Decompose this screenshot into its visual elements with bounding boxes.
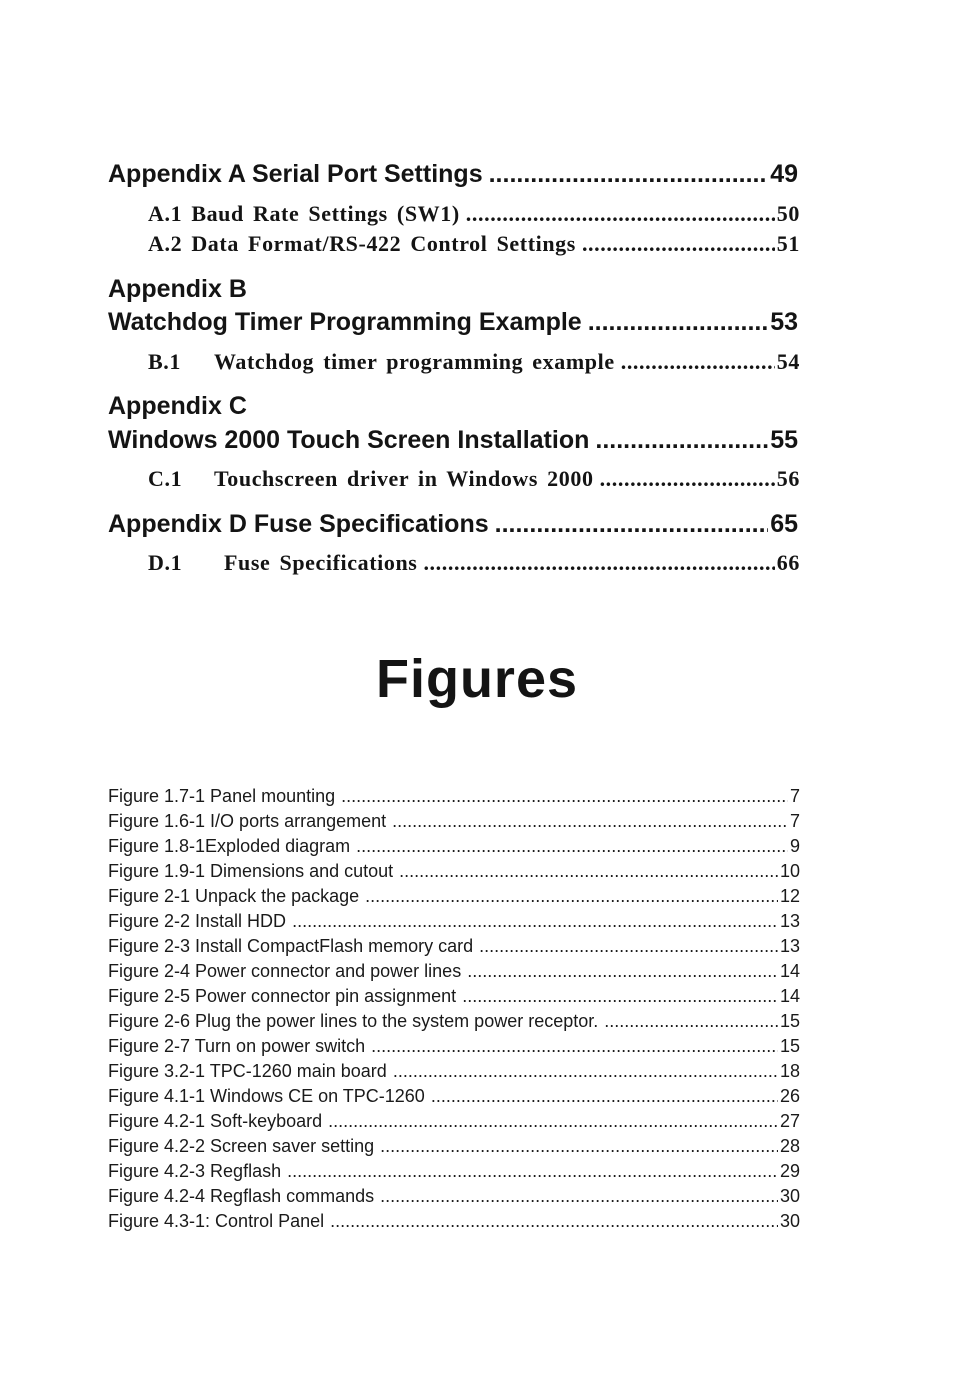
leader-dots <box>588 308 768 337</box>
leader-dots <box>582 231 775 257</box>
figure-page: 13 <box>779 936 800 956</box>
figure-title: Figure 2-5 Power connector pin assignment <box>108 986 457 1006</box>
figure-title: Figure 4.1-1 Windows CE on TPC-1260 <box>108 1086 425 1106</box>
figure-page: 29 <box>779 1161 800 1181</box>
leader-dots <box>393 1061 778 1082</box>
figure-entry[interactable] <box>108 1211 800 1232</box>
figure-title: Figure 4.2-3 Regflash <box>108 1161 282 1181</box>
figure-entry[interactable] <box>108 911 800 932</box>
toc-sub-page: 50 <box>776 201 800 226</box>
figures-heading: Figures <box>375 649 579 709</box>
figure-entry[interactable] <box>108 786 800 807</box>
figure-page: 28 <box>779 1136 800 1156</box>
toc-sub-entry[interactable] <box>148 349 800 375</box>
toc-entry-page: 49 <box>770 160 798 188</box>
figure-entry[interactable] <box>108 1161 800 1182</box>
leader-dots <box>341 786 788 807</box>
toc-sub-title: Fuse Specifications <box>224 550 418 575</box>
figure-entry[interactable] <box>108 1186 800 1207</box>
toc-entry-title: Windows 2000 Touch Screen Installation <box>108 426 590 454</box>
figure-title: Figure 3.2-1 TPC-1260 main board <box>108 1061 387 1081</box>
toc-main-entry[interactable] <box>108 510 798 539</box>
toc-entry-title: Appendix D Fuse Specifications <box>108 510 489 538</box>
leader-dots <box>328 1111 778 1132</box>
figure-page: 26 <box>779 1086 800 1106</box>
leader-dots <box>600 466 775 492</box>
figure-title: Figure 1.6-1 I/O ports arrangement <box>108 811 387 831</box>
toc-sub-title: Touchscreen driver in Windows 2000 <box>214 466 594 491</box>
figure-page: 7 <box>789 786 800 806</box>
figure-page: 18 <box>779 1061 800 1081</box>
figure-page: 10 <box>779 861 800 881</box>
figure-entry[interactable] <box>108 1136 800 1157</box>
figure-entry[interactable] <box>108 861 800 882</box>
figure-page: 15 <box>779 1036 800 1056</box>
figure-page: 9 <box>789 836 800 856</box>
figure-page: 27 <box>779 1111 800 1131</box>
leader-dots <box>380 1136 778 1157</box>
figure-entry[interactable] <box>108 936 800 957</box>
figure-entry[interactable] <box>108 1086 800 1107</box>
toc-sub-title: Watchdog timer programming example <box>214 349 615 374</box>
leader-dots <box>604 1011 778 1032</box>
figure-entry[interactable] <box>108 811 800 832</box>
figure-entry[interactable] <box>108 836 800 857</box>
figure-title: Figure 1.7-1 Panel mounting <box>108 786 336 806</box>
toc-main-entry[interactable] <box>108 160 798 189</box>
figure-title: Figure 4.2-1 Soft-keyboard <box>108 1111 323 1131</box>
figure-title: Figure 2-1 Unpack the package <box>108 886 360 906</box>
figure-entry[interactable] <box>108 1036 800 1057</box>
leader-dots <box>489 160 769 189</box>
leader-dots <box>462 986 778 1007</box>
toc-sub-page: 51 <box>776 231 800 256</box>
toc-entry-page: 65 <box>770 510 798 538</box>
figure-title: Figure 2-7 Turn on power switch <box>108 1036 366 1056</box>
leader-dots <box>479 936 778 957</box>
leader-dots <box>399 861 778 882</box>
toc-sub-title: Baud Rate Settings (SW1) <box>191 201 460 226</box>
toc-sub-title: Data Format/RS-422 Control Settings <box>191 231 576 256</box>
toc-sub-number: A.2 <box>148 231 183 256</box>
toc-sub-number: A.1 <box>148 201 183 226</box>
toc-appendix-label: Appendix C <box>108 392 247 420</box>
toc-sub-number: C.1 <box>148 466 183 491</box>
toc-entry-page: 53 <box>770 308 798 336</box>
toc-sub-page: 54 <box>776 349 800 374</box>
figure-page: 12 <box>779 886 800 906</box>
leader-dots <box>287 1161 778 1182</box>
figure-entry[interactable] <box>108 1061 800 1082</box>
figure-entry[interactable] <box>108 1011 800 1032</box>
figure-title: Figure 1.9-1 Dimensions and cutout <box>108 861 394 881</box>
leader-dots <box>380 1186 778 1207</box>
figure-page: 15 <box>779 1011 800 1031</box>
figure-entry[interactable] <box>108 986 800 1007</box>
toc-sub-page: 66 <box>776 550 800 575</box>
toc-sub-number: B.1 <box>148 349 181 374</box>
figure-title: Figure 2-2 Install HDD <box>108 911 287 931</box>
toc-sub-entry[interactable] <box>148 550 800 576</box>
toc-appendix-label: Appendix B <box>108 275 247 303</box>
figure-title: Figure 2-3 Install CompactFlash memory card <box>108 936 474 956</box>
figure-title: Figure 2-4 Power connector and power lines <box>108 961 462 981</box>
leader-dots <box>466 201 775 227</box>
figure-title: Figure 1.8-1Exploded diagram <box>108 836 351 856</box>
figure-title: Figure 4.3-1: Control Panel <box>108 1211 325 1231</box>
figure-title: Figure 4.2-2 Screen saver setting <box>108 1136 375 1156</box>
figure-page: 14 <box>779 986 800 1006</box>
figure-title: Figure 4.2-4 Regflash commands <box>108 1186 375 1206</box>
leader-dots <box>365 886 778 907</box>
leader-dots <box>371 1036 778 1057</box>
figure-title: Figure 2-6 Plug the power lines to the system power receptor. <box>108 1011 599 1031</box>
toc-entry-title: Appendix A Serial Port Settings <box>108 160 483 188</box>
leader-dots <box>292 911 778 932</box>
toc-sub-page: 56 <box>776 466 800 491</box>
leader-dots <box>431 1086 778 1107</box>
toc-entry-page: 55 <box>770 426 798 454</box>
figure-entry[interactable] <box>108 1111 800 1132</box>
toc-sub-entry[interactable] <box>148 466 800 492</box>
leader-dots <box>356 836 788 857</box>
figure-entry[interactable] <box>108 961 800 982</box>
leader-dots <box>423 550 774 576</box>
toc-main-entry[interactable] <box>108 308 798 337</box>
figure-page: 14 <box>779 961 800 981</box>
figure-page: 13 <box>779 911 800 931</box>
toc-sub-entry[interactable] <box>148 231 800 257</box>
figure-page: 30 <box>779 1211 800 1231</box>
figure-page: 7 <box>789 811 800 831</box>
toc-entry-title: Watchdog Timer Programming Example <box>108 308 582 336</box>
leader-dots <box>467 961 778 982</box>
leader-dots <box>330 1211 778 1232</box>
leader-dots <box>595 426 768 455</box>
toc-main-entry[interactable] <box>108 426 798 455</box>
figure-entry[interactable] <box>108 886 800 907</box>
leader-dots <box>392 811 788 832</box>
figure-page: 30 <box>779 1186 800 1206</box>
leader-dots <box>495 510 769 539</box>
leader-dots <box>621 349 775 375</box>
toc-sub-entry[interactable] <box>148 201 800 227</box>
toc-sub-number: D.1 <box>148 550 183 575</box>
